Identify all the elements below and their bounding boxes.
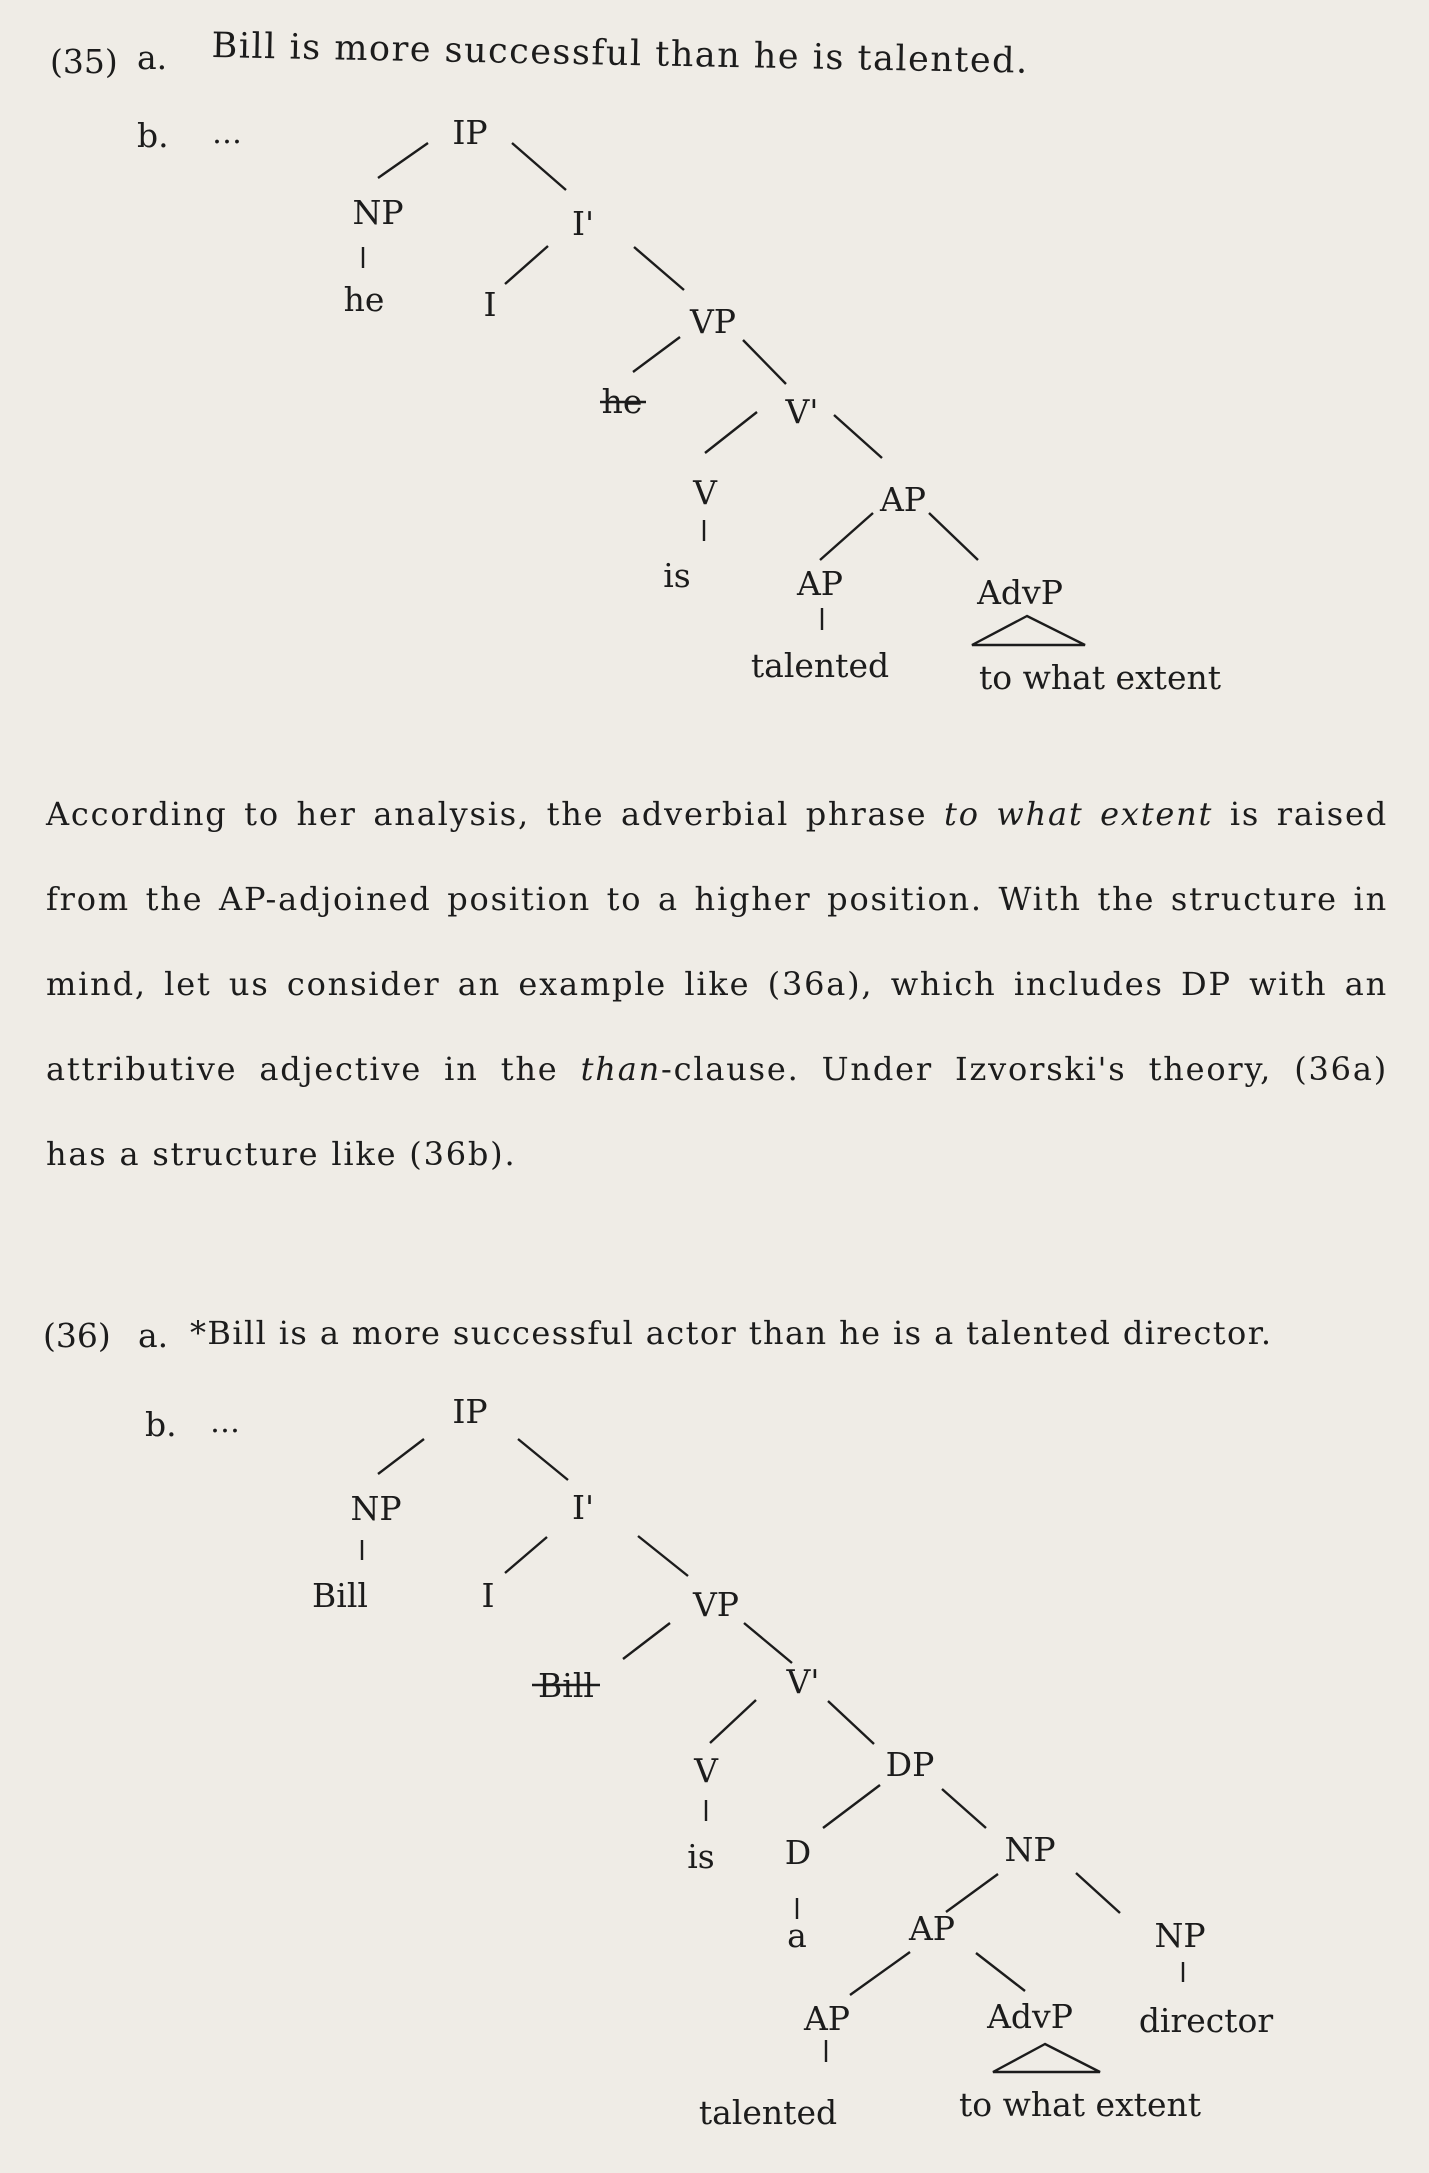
tree-35-ap-top: AP [879,480,927,519]
paragraph-line-4: attributive adjective in the than-clause. Under Izvorski's theory, (36a) [46,1050,1388,1088]
tree-35-advp-text: to what extent [979,658,1221,697]
tree-36-director: director [1138,2001,1274,2040]
tree-35-is: is [663,556,691,595]
tree-36-ap: AP [803,1999,851,2038]
tree-36-advp: AdvP [987,1997,1073,2036]
example-35b-ellipsis: … [212,116,242,151]
tree-36-d: D [784,1833,812,1872]
example-36-number: (36) [43,1316,111,1355]
example-36b-label: b. [145,1405,177,1444]
tree-36-np: NP [350,1489,402,1528]
tree-35-advp: AdvP [977,573,1063,612]
tree-35-he-trace: he [601,382,643,421]
tree-35-np: NP [352,193,404,232]
example-35b-label: b. [137,116,169,155]
tree-35-v: V [693,473,717,512]
tree-36-bill-trace: Bill [538,1666,594,1705]
example-35a-label: a. [137,38,168,77]
tree-36-is: is [687,1837,715,1876]
tree-35-ap: AP [796,564,844,603]
tree-36-a: a [787,1916,807,1955]
example-35a-sentence: Bill is more successful than he is talented. [211,26,1030,82]
syntax-tree-36 [0,1380,1429,2160]
tree-35-i: I [483,285,497,324]
paragraph-line-3: mind, let us consider an example like (36a), which includes DP with an [46,965,1388,1003]
tree-35-ibar: I' [571,204,595,243]
tree-36-np-mid: NP [1004,1830,1056,1869]
tree-36-ap-top: AP [908,1909,956,1948]
example-36a-sentence: *Bill is a more successful actor than he is a talented director. [190,1314,1273,1352]
paragraph-line-1: According to her analysis, the adverbial phrase to what extent is raised [46,795,1389,833]
paragraph-line-5: has a structure like (36b). [46,1135,517,1173]
tree-36-advp-triangle [993,2044,1100,2072]
example-35-number: (35) [50,42,118,81]
tree-35-ip: IP [452,113,488,152]
tree-35-talented: talented [750,646,890,685]
tree-36-v: V [694,1751,718,1790]
tree-35-vbar: V' [785,392,819,431]
tree-36-vp: VP [692,1585,740,1624]
tree-36-dp: DP [885,1745,935,1784]
tree-35-advp-triangle [972,616,1085,645]
tree-36-talented: talented [698,2093,838,2132]
tree-36-bill: Bill [312,1576,368,1615]
tree-36-advp-text: to what extent [959,2085,1201,2124]
example-36b-ellipsis: … [210,1405,240,1440]
tree-36-i: I [481,1576,495,1615]
tree-35-he: he [343,280,385,319]
tree-36-branches [362,1439,1183,2062]
tree-36-ibar: I' [571,1488,595,1527]
tree-35-vp: VP [689,302,737,341]
tree-36-np-low: NP [1154,1916,1206,1955]
tree-36-ip: IP [452,1392,488,1431]
tree-36-vbar: V' [786,1662,820,1701]
example-36a-label: a. [138,1316,169,1355]
paragraph-line-2: from the AP-adjoined position to a higher position. With the structure in [46,880,1388,918]
syntax-tree-35 [0,0,1429,720]
